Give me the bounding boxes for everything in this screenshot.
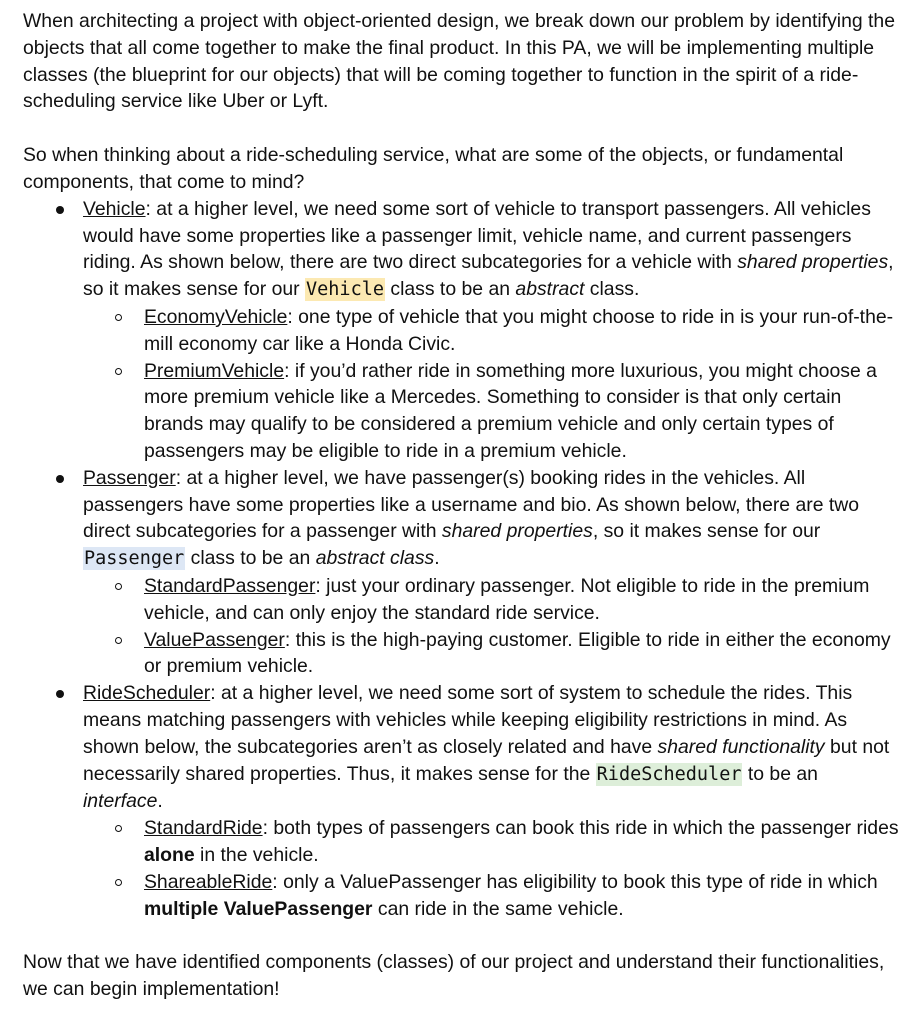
- hollow-bullet-icon: [115, 368, 122, 375]
- vehicle-text: : at a higher level, we need some sort of vehicle to transport passengers. All vehicles would have some properties like a passenger limit, vehicle name, and current passengers riding. As shown below, there are two direct subcategories for a vehicle with: [83, 197, 871, 274]
- sublist-item-standard-passenger: [83, 573, 903, 627]
- list-item-ride-scheduler: [23, 680, 903, 922]
- scheduler-text: to be an: [742, 762, 818, 785]
- list-item-vehicle: [23, 196, 903, 465]
- scheduler-emphasis: interface: [83, 790, 158, 813]
- passenger-emphasis: shared properties: [441, 520, 593, 543]
- term-ride-scheduler: RideScheduler: [83, 682, 211, 705]
- hollow-bullet-icon: [115, 879, 122, 886]
- components-list: [23, 196, 903, 923]
- vehicle-text: class.: [584, 278, 640, 301]
- vehicle-emphasis: abstract: [515, 278, 585, 301]
- term-value-passenger: ValuePassenger: [144, 628, 285, 651]
- sub-text: : just your ordinary passenger. Not eligible to ride in the premium vehicle, and can only enjoy the standard ride service.: [144, 574, 870, 624]
- passenger-text: .: [434, 547, 440, 570]
- scheduler-text: but not necessarily shared properties. Thus, it makes sense for the: [83, 735, 890, 785]
- sub-text: in the vehicle.: [194, 843, 319, 866]
- term-economy-vehicle: EconomyVehicle: [144, 305, 288, 328]
- vehicle-emphasis: shared properties: [737, 251, 889, 274]
- passenger-text: class to be an: [185, 547, 316, 570]
- hollow-bullet-icon: [115, 314, 122, 321]
- scheduler-sublist: [83, 815, 903, 922]
- bold-text: multiple ValuePassenger: [144, 897, 373, 920]
- passenger-sublist: [83, 573, 903, 680]
- vehicle-text: , so it makes sense for our: [83, 251, 894, 301]
- spacer: [23, 115, 903, 142]
- term-passenger: Passenger: [83, 466, 176, 489]
- term-standard-ride: StandardRide: [144, 817, 263, 840]
- sub-text: can ride in the same vehicle.: [372, 897, 624, 920]
- vehicle-sublist: [83, 304, 903, 465]
- bold-text: alone: [144, 843, 195, 866]
- term-vehicle: Vehicle: [83, 197, 146, 220]
- scheduler-emphasis: shared functionality: [657, 735, 825, 758]
- sublist-item-value-passenger: [83, 627, 903, 681]
- code-vehicle: Vehicle: [306, 279, 384, 301]
- vehicle-text: class to be an: [384, 278, 516, 301]
- term-standard-passenger: StandardPassenger: [144, 574, 316, 597]
- spacer: [23, 922, 903, 949]
- sub-text: : only a ValuePassenger has eligibility to book this type of ride in which: [272, 870, 878, 893]
- outro-paragraph: Now that we have identified components (classes) of our project and understand their functionalities, we can begin implementation!: [23, 951, 885, 1001]
- scheduler-text: .: [157, 790, 163, 813]
- sub-text: : this is the high-paying customer. Eligible to ride in either the economy or premium vehicle.: [144, 628, 891, 678]
- sub-text: : if you’d rather ride in something more luxurious, you might choose a more premium vehicle like a Mercedes. Something to consider is that only certain brands may qualify to be considered a premium vehicle and only certain types of passengers may be eligible to ride in a premium vehicle.: [144, 359, 877, 462]
- passenger-text: , so it makes sense for our: [592, 520, 821, 543]
- sublist-item-premium-vehicle: [83, 358, 903, 465]
- list-item-passenger: [23, 465, 903, 680]
- intro-paragraph: When architecting a project with object-oriented design, we break down our problem by identifying the objects that all come together to make the final product. In this PA, we will be implementing multiple classes (the blueprint for our objects) that will be coming together to function in the spirit of a ride-scheduling service like Uber or Lyft.: [23, 10, 895, 113]
- sublist-item-economy-vehicle: [83, 304, 903, 358]
- hollow-bullet-icon: [115, 637, 122, 644]
- sublist-item-shareable-ride: [83, 869, 903, 923]
- question-paragraph: So when thinking about a ride-scheduling service, what are some of the objects, or fundamental components, that come to mind?: [23, 144, 844, 193]
- hollow-bullet-icon: [115, 583, 122, 590]
- passenger-emphasis: abstract class: [315, 547, 435, 570]
- term-premium-vehicle: PremiumVehicle: [144, 359, 285, 382]
- sublist-item-standard-ride: [83, 815, 903, 869]
- code-passenger: Passenger: [84, 548, 185, 570]
- sub-text: : one type of vehicle that you might choose to ride in is your run-of-the-mill economy car like a Honda Civic.: [144, 305, 894, 355]
- term-shareable-ride: ShareableRide: [144, 870, 273, 893]
- bullet-icon: [56, 475, 64, 483]
- passenger-text: : at a higher level, we have passenger(s) booking rides in the vehicles. All passengers have some properties like a username and bio. As shown below, there are two direct subcategories for a passenger with: [83, 466, 860, 543]
- sub-text: : both types of passengers can book this ride in which the passenger rides: [262, 817, 899, 840]
- bullet-icon: [56, 690, 64, 698]
- scheduler-text: : at a higher level, we need some sort of system to schedule the rides. This means matching passengers with vehicles while keeping eligibility restrictions in mind. As shown below, the subcategories aren’t as closely related and have: [83, 682, 853, 758]
- bullet-icon: [56, 206, 64, 214]
- hollow-bullet-icon: [115, 825, 122, 832]
- code-ride-scheduler: RideScheduler: [596, 763, 742, 785]
